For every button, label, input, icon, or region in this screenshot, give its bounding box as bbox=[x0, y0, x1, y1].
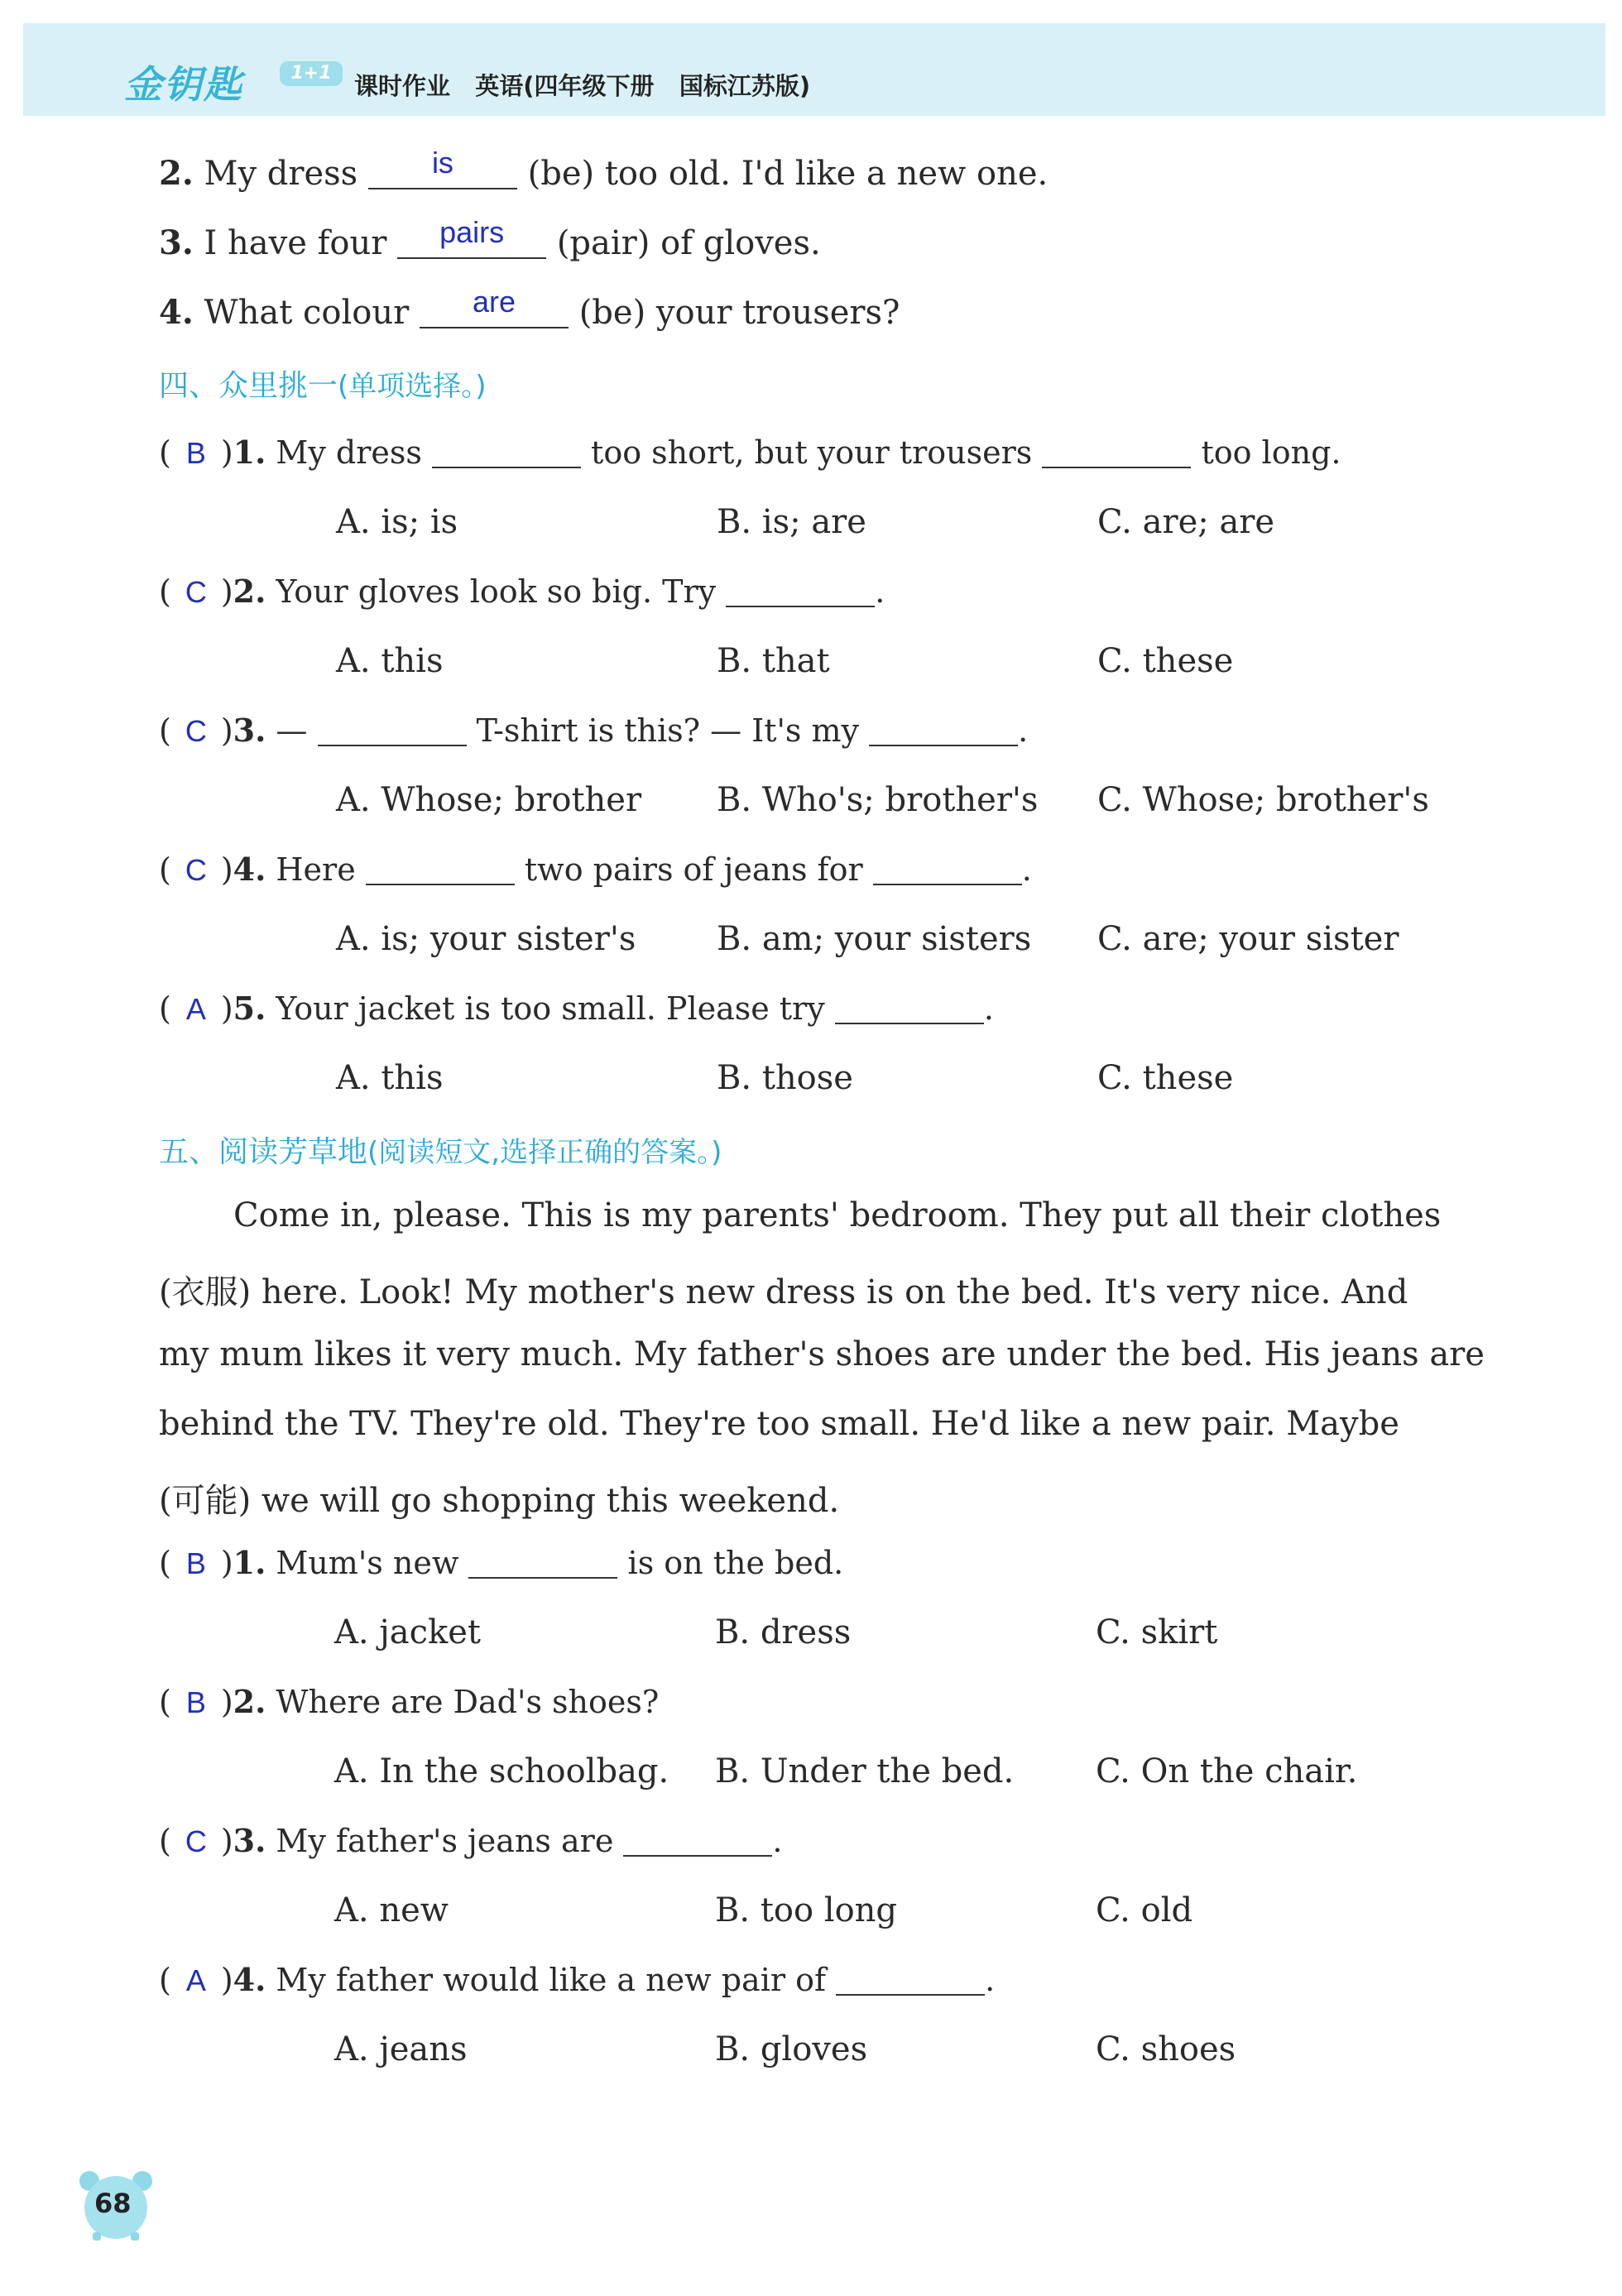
question: ( C )3. My father's jeans are . bbox=[159, 1822, 783, 1859]
option[interactable]: B. dress bbox=[715, 1613, 852, 1651]
answer-blank[interactable]: pairs bbox=[397, 226, 546, 259]
question: ( A )4. My father would like a new pair of . bbox=[159, 1961, 996, 1998]
answer-blank[interactable] bbox=[318, 713, 467, 746]
page-number: 68 bbox=[94, 2188, 132, 2219]
passage-line: behind the TV. They're old. They're too small. He'd like a new pair. Maybe bbox=[159, 1405, 1399, 1443]
option[interactable]: B. Who's; brother's bbox=[717, 781, 1039, 819]
option[interactable]: C. old bbox=[1096, 1891, 1193, 1929]
section-heading: 四、众里挑一(单项选择。) bbox=[159, 369, 487, 403]
answer-blank[interactable] bbox=[468, 1546, 617, 1579]
option[interactable]: C. these bbox=[1097, 1059, 1234, 1097]
answer-mark: C bbox=[185, 853, 207, 887]
option[interactable]: B. too long bbox=[715, 1891, 898, 1929]
option[interactable]: A. is; is bbox=[336, 503, 458, 541]
option[interactable]: C. On the chair. bbox=[1096, 1752, 1358, 1790]
answer-mark: C bbox=[185, 714, 207, 748]
answer-blank[interactable] bbox=[623, 1824, 772, 1857]
answer-blank[interactable]: are bbox=[420, 295, 569, 328]
option[interactable]: C. are; your sister bbox=[1097, 920, 1399, 958]
option[interactable]: C. skirt bbox=[1096, 1613, 1218, 1651]
option[interactable]: B. gloves bbox=[715, 2030, 868, 2068]
answer-blank[interactable] bbox=[836, 1963, 985, 1996]
option[interactable]: C. these bbox=[1097, 642, 1234, 680]
option[interactable]: A. this bbox=[336, 1059, 444, 1097]
question: ( C )2. Your gloves look so big. Try . bbox=[159, 573, 885, 610]
section-heading: 五、阅读芳草地(阅读短文,选择正确的答案。) bbox=[159, 1135, 722, 1169]
header-banner bbox=[23, 23, 1605, 116]
fill-item: 2. My dress is (be) too old. I'd like a new one. bbox=[159, 146, 1049, 193]
option[interactable]: A. this bbox=[336, 642, 444, 680]
option[interactable]: C. Whose; brother's bbox=[1097, 781, 1429, 819]
answer-mark: B bbox=[185, 1546, 206, 1580]
answer-blank[interactable] bbox=[873, 852, 1022, 885]
answer-blank[interactable] bbox=[366, 852, 515, 885]
question: ( B )2. Where are Dad's shoes? bbox=[159, 1683, 660, 1720]
passage-line: Come in, please. This is my parents' bedroom. They put all their clothes bbox=[233, 1196, 1442, 1234]
option[interactable]: A. new bbox=[334, 1891, 449, 1929]
passage-line: my mum likes it very much. My father's shoes are under the bed. His jeans are bbox=[159, 1335, 1485, 1373]
option[interactable]: A. is; your sister's bbox=[336, 920, 636, 958]
answer-mark: B bbox=[185, 436, 206, 470]
question: ( C )3. — T-shirt is this? — It's my . bbox=[159, 712, 1029, 749]
question: ( C )4. Here two pairs of jeans for . bbox=[159, 851, 1032, 888]
question: ( B )1. Mum's new is on the bed. bbox=[159, 1544, 844, 1581]
question: ( B )1. My dress too short, but your trousers too long. bbox=[159, 434, 1341, 471]
option[interactable]: B. that bbox=[717, 642, 830, 680]
brand-logo: 金钥匙 bbox=[124, 62, 243, 107]
answer-blank[interactable] bbox=[726, 574, 875, 607]
answer-mark: C bbox=[185, 1824, 207, 1858]
answer-mark: A bbox=[185, 992, 206, 1026]
option[interactable]: C. shoes bbox=[1096, 2030, 1236, 2068]
option[interactable]: A. jacket bbox=[334, 1613, 481, 1651]
passage-line: (可能) we will go shopping this weekend. bbox=[159, 1482, 840, 1520]
option[interactable]: A. jeans bbox=[334, 2030, 468, 2068]
answer-blank[interactable] bbox=[1042, 435, 1191, 468]
option[interactable]: B. is; are bbox=[717, 503, 866, 541]
answer-blank[interactable] bbox=[835, 991, 984, 1024]
answer-blank[interactable] bbox=[432, 435, 581, 468]
fill-item: 4. What colour are (be) your trousers? bbox=[159, 285, 900, 332]
option[interactable]: B. am; your sisters bbox=[717, 920, 1032, 958]
option[interactable]: B. Under the bed. bbox=[715, 1752, 1015, 1790]
option[interactable]: A. Whose; brother bbox=[336, 781, 642, 819]
question: ( A )5. Your jacket is too small. Please try . bbox=[159, 990, 994, 1027]
answer-mark: C bbox=[185, 575, 207, 609]
answer-mark: A bbox=[185, 1963, 206, 1997]
passage-line: (衣服) here. Look! My mother's new dress is on the bed. It's very nice. And bbox=[159, 1273, 1408, 1311]
answer-mark: B bbox=[185, 1685, 206, 1719]
fill-item: 3. I have four pairs (pair) of gloves. bbox=[159, 215, 821, 262]
option[interactable]: C. are; are bbox=[1097, 503, 1275, 541]
option[interactable]: B. those bbox=[717, 1059, 853, 1097]
answer-blank[interactable] bbox=[869, 713, 1018, 746]
header-title: 课时作业 英语(四年级下册 国标江苏版) bbox=[354, 72, 811, 100]
answer-blank[interactable]: is bbox=[368, 156, 517, 189]
brand-badge: 1+1 bbox=[280, 61, 343, 86]
option[interactable]: A. In the schoolbag. bbox=[334, 1752, 669, 1790]
